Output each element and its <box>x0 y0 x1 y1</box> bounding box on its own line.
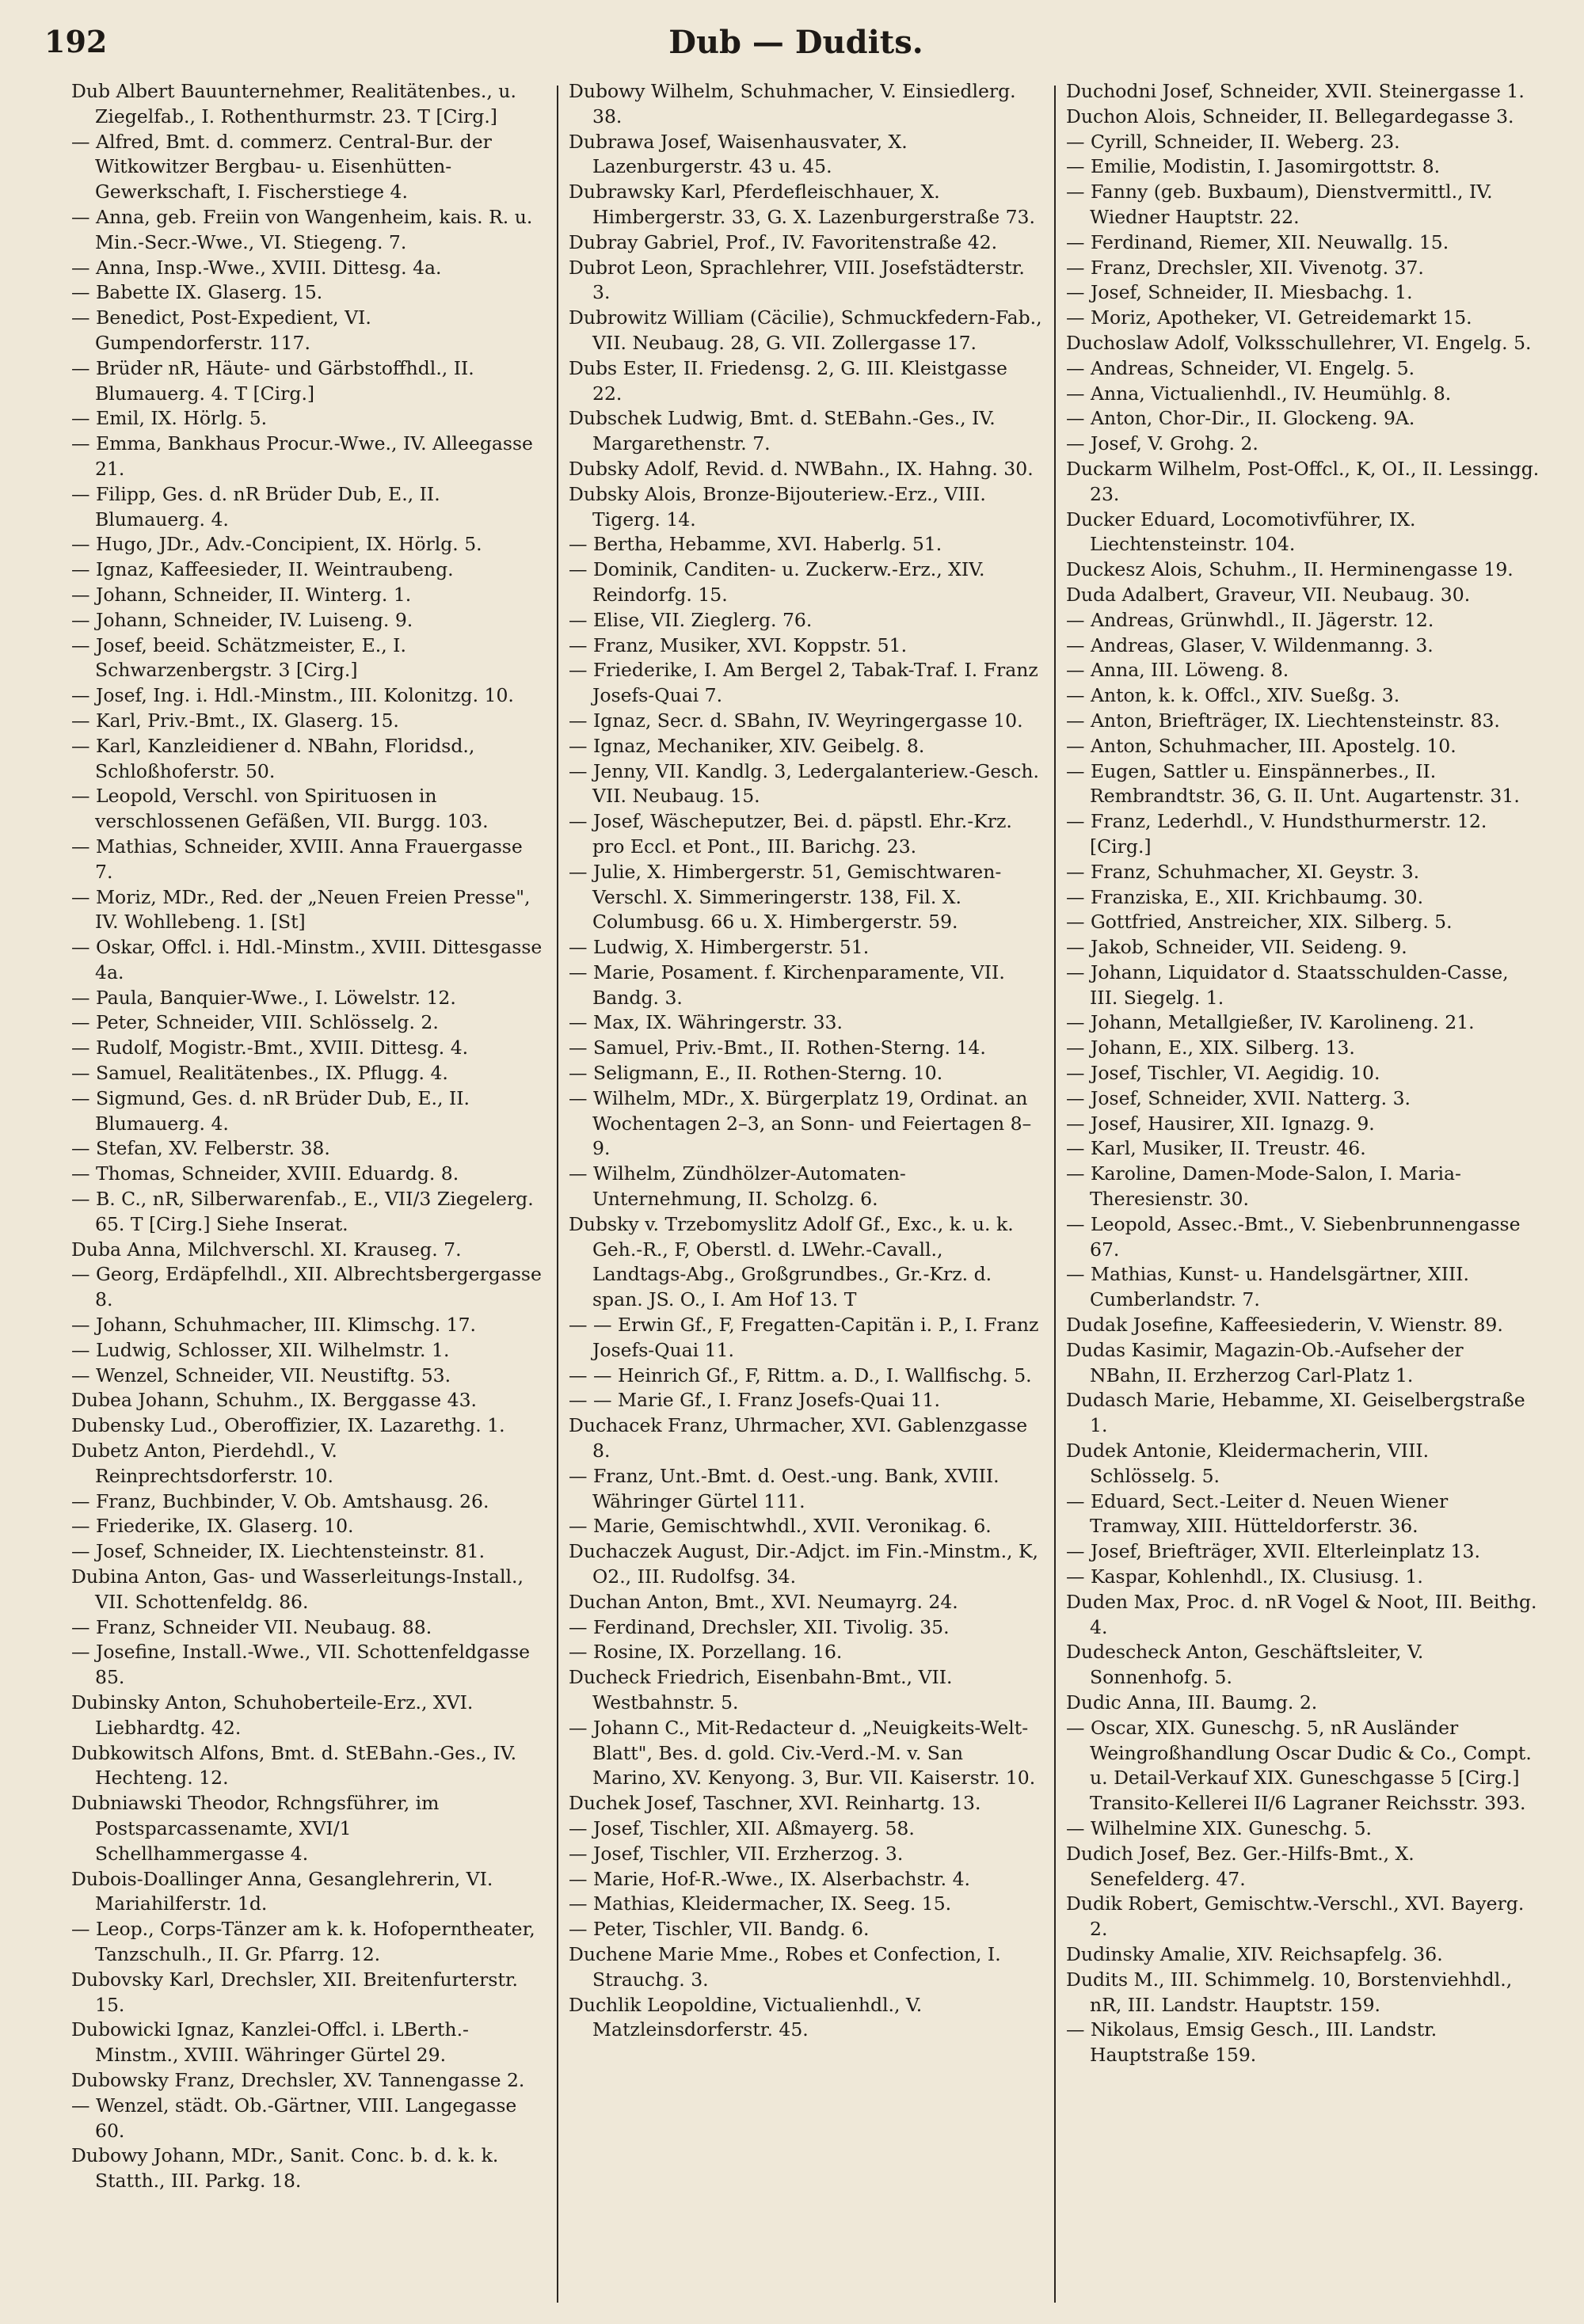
directory-entry: Dubowsky Franz, Drechsler, XV. Tannengasse 2. <box>71 2068 525 2091</box>
directory-entry: Duchaczek August, Dir.-Adjct. im Fin.-Minstm., K, O2., III. Rudolfsg. 34. <box>569 1540 1039 1588</box>
page-number: 192 <box>44 24 108 59</box>
directory-entry: — Kaspar, Kohlenhdl., IX. Clusiusg. 1. <box>1066 1565 1423 1588</box>
directory-entry: — Marie, Posament. f. Kirchenparamente, VII. Bandg. 3. <box>569 960 1005 1009</box>
directory-entry: Duchon Alois, Schneider, II. Bellegardegasse 3. <box>1066 105 1514 127</box>
directory-entry: Dudinsky Amalie, XIV. Reichsapfelg. 36. <box>1066 1942 1443 1965</box>
directory-entry: — Brüder nR, Häute- und Gärbstoffhdl., II. Blumauerg. 4. T [Cirg.] <box>71 356 474 405</box>
directory-entry: — Josef, Schneider, II. Miesbachg. 1. <box>1066 281 1413 304</box>
directory-entry: — Anna, Insp.-Wwe., XVIII. Dittesg. 4a. <box>71 256 442 279</box>
directory-entry: — Anton, Briefträger, IX. Liechtensteinstr. 83. <box>1066 709 1500 732</box>
directory-entry: — Josef, Ing. i. Hdl.-Minstm., III. Kolonitzg. 10. <box>71 684 514 707</box>
directory-entry: — Josef, Hausirer, XII. Ignazg. 9. <box>1066 1112 1375 1135</box>
directory-entry: Duckarm Wilhelm, Post-Offcl., K, OI., II. Lessingg. 23. <box>1066 457 1540 505</box>
directory-entry: Dubovsky Karl, Drechsler, XII. Breitenfurterstr. 15. <box>71 1968 519 2016</box>
directory-entry: — Emil, IX. Hörlg. 5. <box>71 407 268 430</box>
directory-entry: — Benedict, Post-Expedient, VI. Gumpendorferstr. 117. <box>71 306 371 354</box>
directory-entry: Dubinsky Anton, Schuhoberteile-Erz., XVI. Liebhardtg. 42. <box>71 1691 474 1739</box>
directory-entry: — Eugen, Sattler u. Einspännerbes., II. Rembrandtstr. 36, G. II. Unt. Augartenstr. 31. <box>1066 759 1520 808</box>
directory-entry: Dubniawski Theodor, Rchngsführer, im Postsparcassenamte, XVI/1 Schellhammergasse 4. <box>71 1792 440 1865</box>
directory-entry: Dubrowitz William (Cäcilie), Schmuckfedern-Fab., VII. Neubaug. 28, G. VII. Zollergasse 17. <box>569 306 1042 354</box>
directory-entry: — Johann, Schuhmacher, III. Klimschg. 17. <box>71 1314 477 1337</box>
directory-entry: — Anton, Schuhmacher, III. Apostelg. 10. <box>1066 734 1456 757</box>
column-3 <box>1066 79 1540 2312</box>
directory-entry: — — Marie Gf., I. Franz Josefs-Quai 11. <box>569 1389 940 1412</box>
directory-entry: — Nikolaus, Emsig Gesch., III. Landstr. Hauptstraße 159. <box>1066 2018 1437 2067</box>
directory-entry: Dubowicki Ignaz, Kanzlei-Offcl. i. LBerth.-Minstm., XVIII. Währinger Gürtel 29. <box>71 2018 469 2067</box>
directory-entry: — Mathias, Kunst- u. Handelsgärtner, XIII. Cumberlandstr. 7. <box>1066 1263 1470 1311</box>
directory-entry: — Josefine, Install.-Wwe., VII. Schottenfeldgasse 85. <box>71 1641 531 1689</box>
column-rule <box>557 86 558 2303</box>
directory-entry: Dubs Ester, II. Friedensg. 2, G. III. Kleistgasse 22. <box>569 356 1007 405</box>
directory-entry: — Karl, Kanzleidiener d. NBahn, Floridsd., Schloßhoferstr. 50. <box>71 734 475 782</box>
directory-entry: — Samuel, Priv.-Bmt., II. Rothen-Sterng. 14. <box>569 1036 986 1059</box>
directory-entry: Duden Max, Proc. d. nR Vogel & Noot, III. Beithg. 4. <box>1066 1590 1537 1638</box>
directory-entry: — Leopold, Assec.-Bmt., V. Siebenbrunnengasse 67. <box>1066 1212 1521 1261</box>
directory-entry: — Ignaz, Mechaniker, XIV. Geibelg. 8. <box>569 734 925 757</box>
directory-entry: — Mathias, Schneider, XVIII. Anna Frauergasse 7. <box>71 835 523 883</box>
directory-entry: — Friederike, IX. Glaserg. 10. <box>71 1515 354 1538</box>
directory-entry: — Samuel, Realitätenbes., IX. Pflugg. 4. <box>71 1062 448 1085</box>
column-1 <box>71 79 545 2312</box>
directory-entry: Dubsky Adolf, Revid. d. NWBahn., IX. Hahng. 30. <box>569 457 1034 480</box>
directory-entry: — Mathias, Kleidermacher, IX. Seeg. 15. <box>569 1892 952 1915</box>
directory-entry: — Moriz, Apotheker, VI. Getreidemarkt 15. <box>1066 306 1472 329</box>
directory-entry: — Franz, Schuhmacher, XI. Geystr. 3. <box>1066 860 1420 883</box>
directory-entry: Dudich Josef, Bez. Ger.-Hilfs-Bmt., X. Senefelderg. 47. <box>1066 1842 1415 1890</box>
directory-entry: — Ignaz, Secr. d. SBahn, IV. Weyringergasse 10. <box>569 709 1023 732</box>
directory-entry: — Franz, Schneider VII. Neubaug. 88. <box>71 1615 432 1638</box>
directory-entry: Duchan Anton, Bmt., XVI. Neumayrg. 24. <box>569 1590 958 1613</box>
directory-entry: — Dominik, Canditen- u. Zuckerw.-Erz., XIV. Reindorfg. 15. <box>569 558 985 606</box>
directory-entry: Dudas Kasimir, Magazin-Ob.-Aufseher der NBahn, II. Erzherzog Carl-Platz 1. <box>1066 1338 1464 1386</box>
directory-entry: — Anna, geb. Freiin von Wangenheim, kais. R. u. Min.-Secr.-Wwe., VI. Stiegeng. 7. <box>71 205 533 253</box>
directory-entry: — Rosine, IX. Porzellang. 16. <box>569 1641 843 1664</box>
directory-entry: Dubois-Doallinger Anna, Gesanglehrerin, VI. Mariahilferstr. 1d. <box>71 1867 493 1915</box>
directory-entry: Dubray Gabriel, Prof., IV. Favoritenstraße 42. <box>569 230 998 253</box>
directory-entry: — Alfred, Bmt. d. commerz. Central-Bur. der Witkowitzer Bergbau- u. Eisenhütten-Gewerkschaft, I. Fischerstiege 4. <box>71 130 492 203</box>
directory-entry: Dubrawa Josef, Waisenhausvater, X. Lazenburgerstr. 43 u. 45. <box>569 130 908 178</box>
directory-entry: — Leop., Corps-Tänzer am k. k. Hofoperntheater, Tanzschulh., II. Gr. Pfarrg. 12. <box>71 1918 535 1965</box>
directory-entry: — Seligmann, E., II. Rothen-Sterng. 10. <box>569 1062 943 1085</box>
directory-entry: — Sigmund, Ges. d. nR Brüder Dub, E., II. Blumauerg. 4. <box>71 1086 470 1135</box>
directory-entry: — Johann, Metallgießer, IV. Karolineng. 21. <box>1066 1011 1475 1034</box>
directory-entry: — Josef, Tischler, XII. Aßmayerg. 58. <box>569 1816 915 1839</box>
directory-entry: Dubowy Wilhelm, Schuhmacher, V. Einsiedlerg. 38. <box>569 80 1016 127</box>
directory-entry: Dubsky Alois, Bronze-Bijouteriew.-Erz., VIII. Tigerg. 14. <box>569 482 986 531</box>
directory-entry: — Marie, Gemischtwhdl., XVII. Veronikag. 6. <box>569 1515 992 1538</box>
directory-entry: — Oscar, XIX. Guneschg. 5, nR Ausländer Weingroßhandlung Oscar Dudic & Co., Compt. u. Detail-Verkauf XIX. Guneschgasse 5 [Cirg.] Transito-Kellerei II/6 Lagraner Reichsstr. 393. <box>1066 1716 1532 1815</box>
directory-entry: Dudasch Marie, Hebamme, XI. Geiselbergstraße 1. <box>1066 1389 1525 1437</box>
directory-entry: — Ludwig, Schlosser, XII. Wilhelmstr. 1. <box>71 1338 450 1361</box>
directory-entry: Dubrot Leon, Sprachlehrer, VIII. Josefstädterstr. 3. <box>569 256 1025 304</box>
directory-entry: — Josef, Schneider, XVII. Natterg. 3. <box>1066 1086 1411 1109</box>
directory-entry: — Thomas, Schneider, XVIII. Eduardg. 8. <box>71 1162 459 1185</box>
directory-entry: Dubrawsky Karl, Pferdefleischhauer, X. Himbergerstr. 33, G. X. Lazenburgerstraße 73. <box>569 181 1035 228</box>
directory-entry: — Josef, Wäscheputzer, Bei. d. päpstl. Ehr.-Krz. pro Eccl. et Pont., III. Barichg. 23. <box>569 810 1012 858</box>
directory-entry: — Jakob, Schneider, VII. Seideng. 9. <box>1066 936 1407 959</box>
directory-entry: — Andreas, Schneider, VI. Engelg. 5. <box>1066 356 1415 379</box>
directory-entry: — Johann, Liquidator d. Staatsschulden-Casse, III. Siegelg. 1. <box>1066 960 1509 1009</box>
directory-entry: Duchene Marie Mme., Robes et Confection, I. Strauchg. 3. <box>569 1942 1001 1991</box>
directory-entry: — Franz, Buchbinder, V. Ob. Amtshausg. 26. <box>71 1489 489 1512</box>
directory-entry: — Leopold, Verschl. von Spirituosen in verschlossenen Gefäßen, VII. Burgg. 103. <box>71 785 489 833</box>
directory-entry: — Ferdinand, Drechsler, XII. Tivolig. 35. <box>569 1615 950 1638</box>
directory-entry: — Ferdinand, Riemer, XII. Neuwallg. 15. <box>1066 230 1449 253</box>
directory-entry: — Filipp, Ges. d. nR Brüder Dub, E., II. Blumauerg. 4. <box>71 482 440 531</box>
directory-entry: — Jenny, VII. Kandlg. 3, Ledergalanteriew.-Gesch. VII. Neubaug. 15. <box>569 759 1039 808</box>
directory-entry: — Anna, Victualienhdl., IV. Heumühlg. 8. <box>1066 382 1452 405</box>
directory-entry: — Marie, Hof-R.-Wwe., IX. Alserbachstr. 4. <box>569 1867 970 1890</box>
directory-entry: Ducheck Friedrich, Eisenbahn-Bmt., VII. Westbahnstr. 5. <box>569 1666 953 1714</box>
directory-entry: Dubsky v. Trzebomyslitz Adolf Gf., Exc., k. u. k. Geh.-R., F, Oberstl. d. LWehr.-Cavall., Landtags-Abg., Großgrundbes., Gr.-Krz. d. span. JS. O., I. Am Hof 13. T <box>569 1212 1014 1311</box>
directory-entry: — Franz, Musiker, XVI. Koppstr. 51. <box>569 633 908 656</box>
directory-entry: — — Heinrich Gf., F, Rittm. a. D., I. Wallfischg. 5. <box>569 1364 1032 1386</box>
directory-entry: — Hugo, JDr., Adv.-Concipient, IX. Hörlg. 5. <box>71 533 482 556</box>
directory-entry: — Cyrill, Schneider, II. Weberg. 23. <box>1066 130 1400 153</box>
directory-entry: — Josef, V. Grohg. 2. <box>1066 432 1258 455</box>
directory-entry: Duda Adalbert, Graveur, VII. Neubaug. 30. <box>1066 583 1471 606</box>
directory-entry: Duchek Josef, Taschner, XVI. Reinhartg. 13. <box>569 1792 981 1815</box>
directory-entry: — Oskar, Offcl. i. Hdl.-Minstm., XVIII. Dittesgasse 4a. <box>71 936 543 983</box>
directory-entry: Dubea Johann, Schuhm., IX. Berggasse 43. <box>71 1389 478 1412</box>
directory-entry: — Peter, Tischler, VII. Bandg. 6. <box>569 1918 870 1941</box>
directory-entry: Ducker Eduard, Locomotivführer, IX. Liechtensteinstr. 104. <box>1066 508 1416 556</box>
directory-entry: — Wilhelm, Zündhölzer-Automaten-Unternehmung, II. Scholzg. 6. <box>569 1162 906 1211</box>
column-rule <box>1054 86 1056 2303</box>
directory-entry: — Elise, VII. Zieglerg. 76. <box>569 608 813 631</box>
directory-entry: Dubowy Johann, MDr., Sanit. Conc. b. d. k. k. Statth., III. Parkg. 18. <box>71 2144 499 2193</box>
directory-entry: — Georg, Erdäpfelhdl., XII. Albrechtsbergergasse 8. <box>71 1263 542 1311</box>
directory-entry: — Karl, Priv.-Bmt., IX. Glaserg. 15. <box>71 709 399 732</box>
directory-entry: Dubkowitsch Alfons, Bmt. d. StEBahn.-Ges., IV. Hechteng. 12. <box>71 1741 517 1790</box>
directory-entry: — Josef, Briefträger, XVII. Elterleinplatz 13. <box>1066 1540 1480 1563</box>
directory-entry: — Anna, III. Löweng. 8. <box>1066 659 1289 682</box>
directory-entry: — Anton, k. k. Offcl., XIV. Sueßg. 3. <box>1066 684 1400 707</box>
directory-entry: — Moriz, MDr., Red. der „Neuen Freien Presse", IV. Wohllebeng. 1. [St] <box>71 885 531 934</box>
directory-entry: — Josef, Tischler, VII. Erzherzog. 3. <box>569 1842 904 1865</box>
directory-entry: — Josef, Schneider, IX. Liechtensteinstr. 81. <box>71 1540 485 1563</box>
directory-entry: — Wilhelmine XIX. Guneschg. 5. <box>1066 1816 1373 1839</box>
directory-entry: — Franziska, E., XII. Krichbaumg. 30. <box>1066 885 1424 908</box>
directory-entry: — Johann, E., XIX. Silberg. 13. <box>1066 1036 1355 1059</box>
directory-entry: — Franz, Unt.-Bmt. d. Oest.-ung. Bank, XVIII. Währinger Gürtel 111. <box>569 1464 1000 1512</box>
directory-entry: Dudek Antonie, Kleidermacherin, VIII. Schlösselg. 5. <box>1066 1440 1430 1487</box>
directory-entry: — Wilhelm, MDr., X. Bürgerplatz 19, Ordinat. an Wochentagen 2–3, an Sonn- und Feiertagen 8–9. <box>569 1086 1032 1160</box>
directory-entry: — Josef, Tischler, VI. Aegidig. 10. <box>1066 1062 1380 1085</box>
directory-entry: — Eduard, Sect.-Leiter d. Neuen Wiener Tramway, XIII. Hütteldorferstr. 36. <box>1066 1489 1449 1538</box>
directory-entry: Dudic Anna, III. Baumg. 2. <box>1066 1691 1318 1714</box>
directory-entry: Duchodni Josef, Schneider, XVII. Steinergasse 1. <box>1066 80 1525 102</box>
directory-entry: — Emilie, Modistin, I. Jasomirgottstr. 8. <box>1066 155 1441 178</box>
directory-entry: — Franz, Drechsler, XII. Vivenotg. 37. <box>1066 256 1424 279</box>
directory-entry: Dubina Anton, Gas- und Wasserleitungs-Install., VII. Schottenfeldg. 86. <box>71 1565 524 1613</box>
directory-entry: Dudescheck Anton, Geschäftsleiter, V. Sonnenhofg. 5. <box>1066 1641 1424 1689</box>
directory-entry: Duchlik Leopoldine, Victualienhdl., V. Matzleinsdorferstr. 45. <box>569 1993 923 2041</box>
directory-entry: Dudik Robert, Gemischtw.-Verschl., XVI. Bayerg. 2. <box>1066 1892 1525 1941</box>
page-header: Dub — Dudits. <box>668 24 923 61</box>
directory-entry: — Max, IX. Währingerstr. 33. <box>569 1011 843 1034</box>
directory-entry: — Ignaz, Kaffeesieder, II. Weintraubeng. <box>71 558 454 581</box>
directory-entry: Dudak Josefine, Kaffeesiederin, V. Wienstr. 89. <box>1066 1314 1503 1337</box>
directory-entry: — — Erwin Gf., F, Fregatten-Capitän i. P., I. Franz Josefs-Quai 11. <box>569 1314 1039 1361</box>
directory-entry: — Andreas, Grünwhdl., II. Jägerstr. 12. <box>1066 608 1434 631</box>
directory-entry: Dub Albert Bauunternehmer, Realitätenbes., u. Ziegelfab., I. Rothenthurmstr. 23. T [Cirg.] <box>71 80 516 127</box>
directory-entry: — Franz, Lederhdl., V. Hundsthurmerstr. 12. [Cirg.] <box>1066 810 1487 858</box>
directory-entry: — Anton, Chor-Dir., II. Glockeng. 9A. <box>1066 407 1415 430</box>
directory-entry: — Babette IX. Glaserg. 15. <box>71 281 323 304</box>
directory-entry: — Emma, Bankhaus Procur.-Wwe., IV. Alleegasse 21. <box>71 432 533 480</box>
directory-entry: — Stefan, XV. Felberstr. 38. <box>71 1137 330 1160</box>
directory-entry: — Andreas, Glaser, V. Wildenmanng. 3. <box>1066 633 1434 656</box>
directory-entry: — Josef, beeid. Schätzmeister, E., I. Schwarzenbergstr. 3 [Cirg.] <box>71 633 406 682</box>
directory-entry: Dubensky Lud., Oberoffizier, IX. Lazarethg. 1. <box>71 1414 505 1437</box>
directory-entry: — Friederike, I. Am Bergel 2, Tabak-Traf. I. Franz Josefs-Quai 7. <box>569 659 1038 707</box>
directory-entry: Duba Anna, Milchverschl. XI. Krauseg. 7. <box>71 1238 462 1261</box>
directory-entry: Duchacek Franz, Uhrmacher, XVI. Gablenzgasse 8. <box>569 1414 1028 1462</box>
directory-entry: Duchoslaw Adolf, Volksschullehrer, VI. Engelg. 5. <box>1066 331 1532 354</box>
directory-entry: — Johann, Schneider, IV. Luiseng. 9. <box>71 608 413 631</box>
directory-entry: — Johann, Schneider, II. Winterg. 1. <box>71 583 412 606</box>
directory-entry: — Wenzel, Schneider, VII. Neustiftg. 53. <box>71 1364 451 1386</box>
directory-entry: Duckesz Alois, Schuhm., II. Herminengasse 19. <box>1066 558 1514 581</box>
directory-entry: — Karl, Musiker, II. Treustr. 46. <box>1066 1137 1366 1160</box>
directory-entry: Dubetz Anton, Pierdehdl., V. Reinprechtsdorferstr. 10. <box>71 1440 337 1487</box>
directory-entry: Dubschek Ludwig, Bmt. d. StEBahn.-Ges., IV. Margarethenstr. 7. <box>569 407 996 455</box>
directory-entry: — Ludwig, X. Himbergerstr. 51. <box>569 936 870 959</box>
running-head <box>40 24 1552 71</box>
column-2 <box>569 79 1042 2312</box>
directory-entry: — Johann C., Mit-Redacteur d. „Neuigkeits-Welt-Blatt", Bes. d. gold. Civ.-Verd.-M. v. San Marino, XV. Kenyong. 3, Bur. VII. Kaiserstr. 10. <box>569 1716 1036 1790</box>
directory-entry: Dudits M., III. Schimmelg. 10, Borstenviehhdl., nR, III. Landstr. Hauptstr. 159. <box>1066 1968 1513 2016</box>
directory-entry: — B. C., nR, Silberwarenfab., E., VII/3 Ziegelerg. 65. T [Cirg.] Siehe Inserat. <box>71 1188 534 1235</box>
directory-entry: — Gottfried, Anstreicher, XIX. Silberg. 5. <box>1066 911 1453 934</box>
directory-entry: — Karoline, Damen-Mode-Salon, I. Maria-Theresienstr. 30. <box>1066 1162 1461 1211</box>
directory-entry: — Paula, Banquier-Wwe., I. Löwelstr. 12. <box>71 986 456 1009</box>
directory-entry: — Fanny (geb. Buxbaum), Dienstvermittl., IV. Wiedner Hauptstr. 22. <box>1066 181 1493 228</box>
directory-entry: — Wenzel, städt. Ob.-Gärtner, VIII. Langegasse 60. <box>71 2094 517 2142</box>
directory-entry: — Peter, Schneider, VIII. Schlösselg. 2. <box>71 1011 439 1034</box>
directory-entry: — Bertha, Hebamme, XVI. Haberlg. 51. <box>569 533 942 556</box>
directory-entry: — Julie, X. Himbergerstr. 51, Gemischtwaren-Verschl. X. Simmeringerstr. 138, Fil. X. Columbusg. 66 u. X. Himbergerstr. 59. <box>569 860 1002 934</box>
directory-entry: — Rudolf, Mogistr.-Bmt., XVIII. Dittesg. 4. <box>71 1036 469 1059</box>
